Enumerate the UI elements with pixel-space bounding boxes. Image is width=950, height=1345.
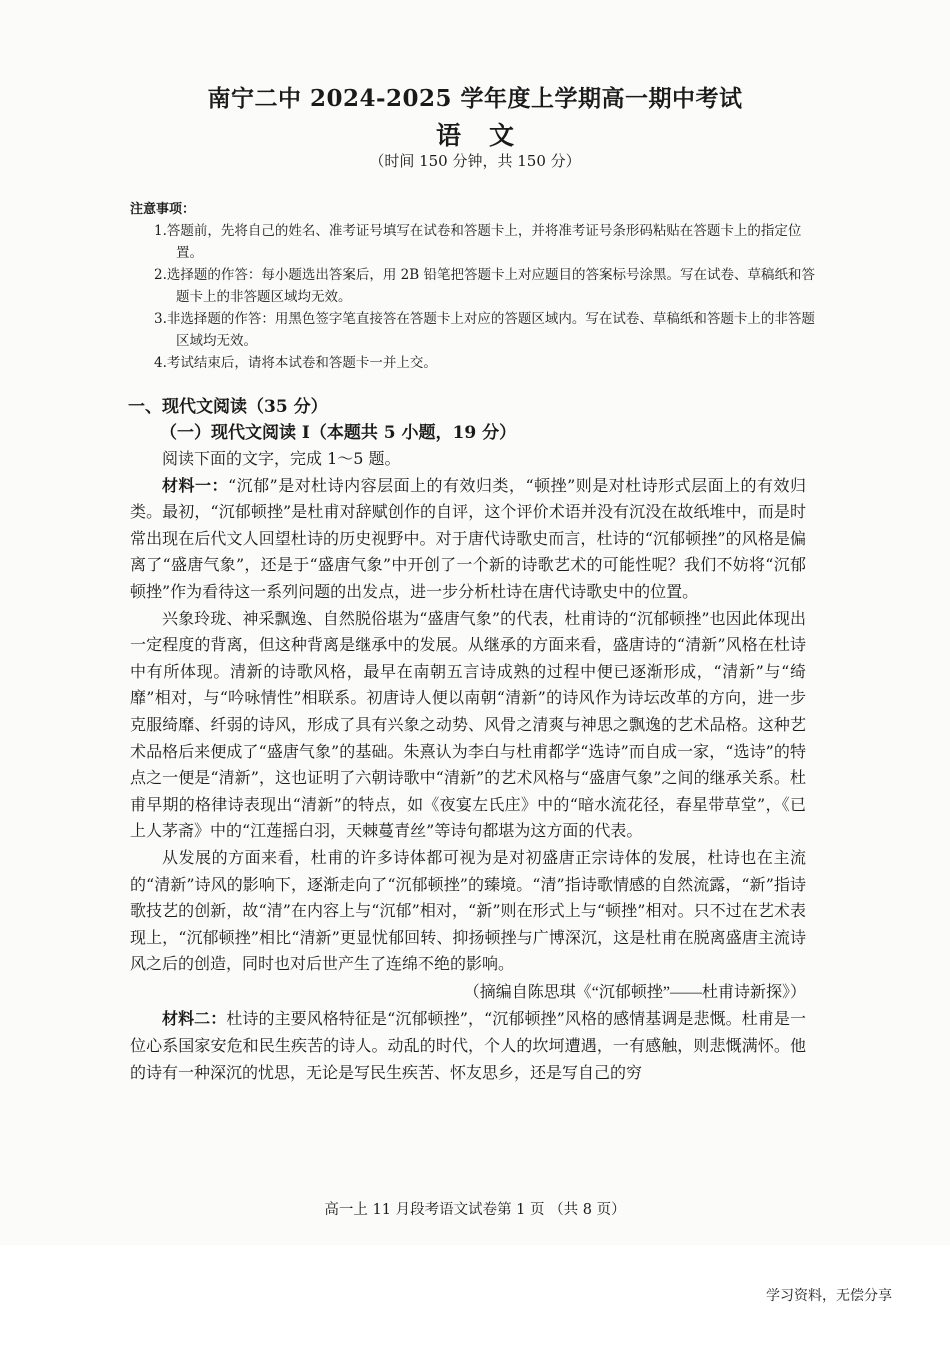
- passage-paragraph: [130, 1006, 806, 1086]
- material-1-label: 材料一：: [162, 475, 228, 495]
- subject-title: 语文: [435, 121, 542, 150]
- passage-text: “沉郁”是对杜诗内容层面上的有效归类，“顿挫”则是对杜诗形式层面上的有效归类。最初，“沉郁顿挫”是杜甫对辞赋创作的自评，这个评价术语并没有沉没在故纸堆中，而是时常出现在后代文人回望杜诗的历史视野中。对于唐代诗歌史而言，杜诗的“沉郁顿挫”的风格是偏离了“盛唐气象”，还是于“盛唐气象”中开创了一个新的诗歌艺术的可能性呢？我们不妨将“沉郁顿挫”作为看待这一系列问题的出发点，进一步分析杜诗在唐代诗歌史中的位置。: [130, 475, 806, 601]
- page-footer: 高一上 11 月段考语文试卷第 1 页 （共 8 页）: [324, 1202, 626, 1218]
- instruction-text: 阅读下面的文字，完成 1～5 题。: [162, 449, 401, 468]
- passage-paragraph: 兴象玲珑、神采飘逸、自然脱俗堪为“盛唐气象”的代表，杜甫诗的“沉郁顿挫”也因此体现出一定程度的背离，但这种背离是继承中的发展。从继承的方面来看，盛唐诗的“清新”风格在杜诗中有所体现。清新的诗歌风格，最早在南朝五言诗成熟的过程中便已逐渐形成，“清新”与“绮靡”相对，与“吟咏情性”相联系。初唐诗人便以南朝“清新”的诗风作为诗坛改革的方向，进一步克服绮靡、纤弱的诗风，形成了具有兴象之动势、风骨之清爽与神思之飘逸的艺术品格。这种艺术品格后来便成了“盛唐气象”的基础。朱熹认为李白与杜甫都学“选诗”而自成一家，“选诗”的特点之一便是“清新”，这也证明了六朝诗歌中“清新”的艺术风格与“盛唐气象”之间的继承关系。杜甫早期的格律诗表现出“清新”的特点，如《夜宴左氏庄》中的“暗水流花径，春星带草堂”，《已上人茅斋》中的“江莲摇白羽，天棘蔓青丝”等诗句都堪为这方面的代表。: [130, 608, 806, 841]
- passage-text: 杜诗的主要风格特征是“沉郁顿挫”，“沉郁顿挫”风格的感情基调是悲慨。杜甫是一位心系国家安危和民生疾苦的诗人。动乱的时代，个人的坎坷遭遇，一有感触，则悲慨满怀。他的诗有一种深沉的忧思，无论是写民生疾苦、怀友思乡，还是写自己的穷: [130, 1009, 806, 1082]
- watermark-text: 学习资料，无偿分享: [766, 1288, 892, 1304]
- notice-list: [154, 220, 824, 374]
- section-heading: 一、现代文阅读（35 分）: [128, 397, 328, 417]
- time-info: （时间 150 分钟，共 150 分）: [369, 152, 581, 170]
- notice-item: 3.非选择题的作答：用黑色签字笔直接答在答题卡上对应的答题区域内。写在试卷、草稿纸和答题卡上的非答题区域均无效。: [154, 311, 815, 349]
- source-citation: （摘编自陈思琪《“沉郁顿挫”——杜甫诗新探》）: [463, 983, 806, 1001]
- notice-item: 2.选择题的作答：每小题选出答案后，用 2B 铅笔把答题卡上对应题目的答案标号涂黑。写在试卷、草稿纸和答题卡上的非答题区域均无效。: [154, 267, 815, 305]
- material-2-label: 材料二：: [162, 1009, 227, 1029]
- subsection-heading: （一）现代文阅读 I（本题共 5 小题，19 分）: [160, 423, 517, 443]
- passage-paragraph: 从发展的方面来看，杜甫的许多诗体都可视为是对初盛唐正宗诗体的发展，杜诗也在主流的“清新”诗风的影响下，逐渐走向了“沉郁顿挫”的臻境。“清”指诗歌情感的自然流露，“新”指诗歌技艺的创新，故“清”在内容上与“沉郁”相对，“新”则在形式上与“顿挫”相对。只不过在艺术表现上，“沉郁顿挫”相比“清新”更显忧郁回转、抑扬顿挫与广博深沉，这是杜甫在脱离盛唐主流诗风之后的创造，同时也对后世产生了连绵不绝的影响。: [130, 847, 806, 974]
- exam-title: 南宁二中 2024-2025 学年度上学期高一期中考试: [207, 85, 743, 112]
- notice-item: 4.考试结束后，请将本试卷和答题卡一并上交。: [154, 355, 437, 371]
- notice-item: 1.答题前，先将自己的姓名、准考证号填写在试卷和答题卡上，并将准考证号条形码粘贴在答题卡上的指定位置。: [154, 223, 802, 261]
- passage-paragraph: [130, 473, 806, 606]
- reading-passage: [130, 446, 806, 1086]
- notice-heading: 注意事项：: [130, 202, 196, 217]
